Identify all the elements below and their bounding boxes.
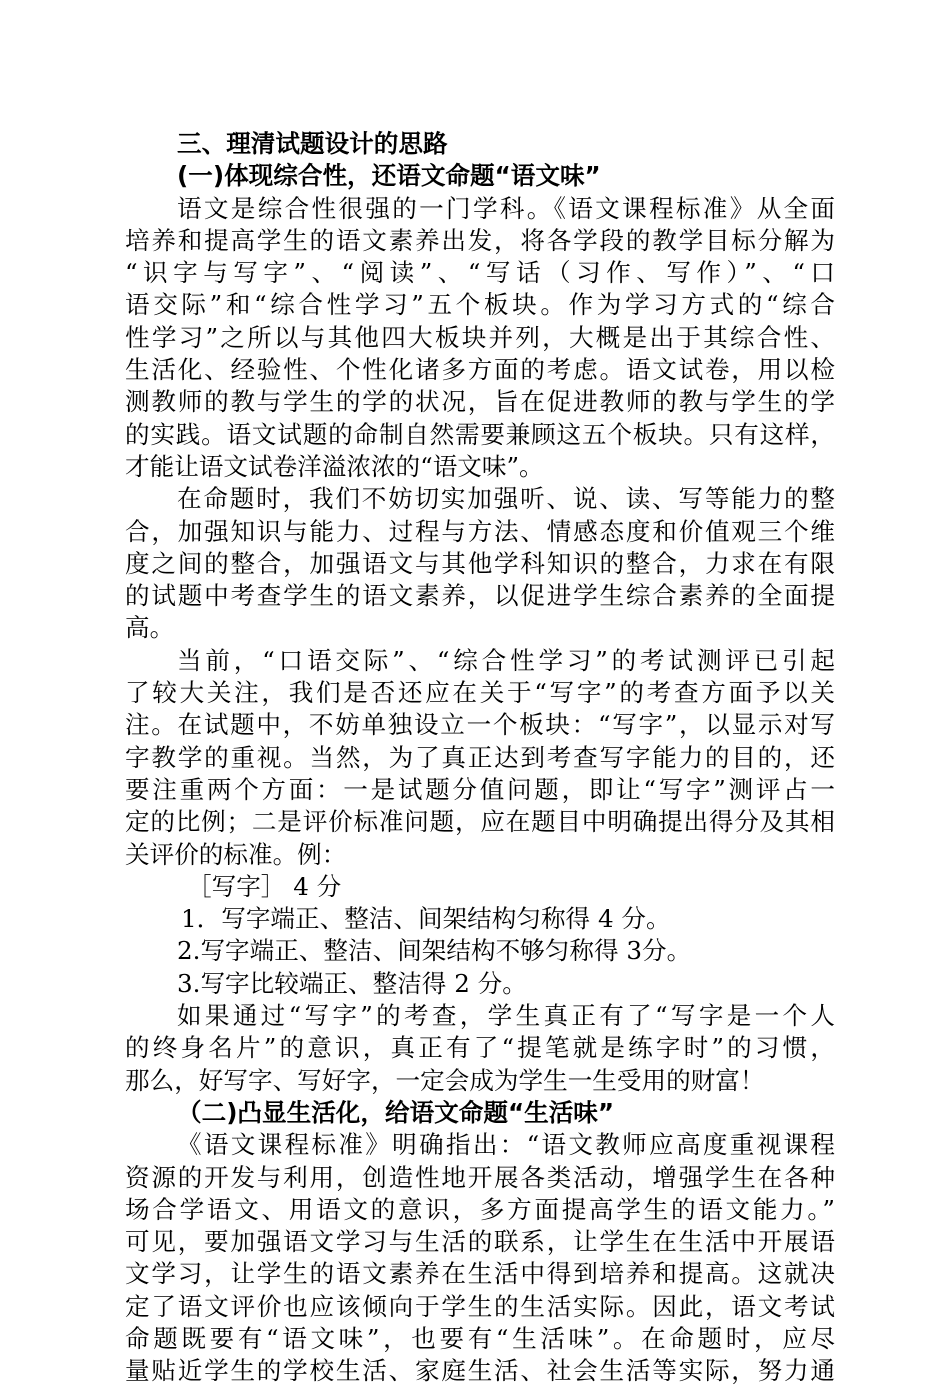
example-block	[125, 871, 835, 1000]
text-line: 在命题时，我们不妨切实加强听、说、读、写等能力的整	[177, 484, 835, 514]
text-line: 语交际”和“综合性学习”五个板块。作为学习方式的“综合	[125, 290, 835, 320]
text-line: 可见，要加强语文学习与生活的联系，让学生在生活中开展语	[125, 1227, 835, 1257]
text-line: 如果通过“写字”的考查，学生真正有了“写字是一个人	[177, 1001, 835, 1031]
subsection-title-2: （二)凸显生活化，给语文命题“生活味”	[177, 1097, 615, 1127]
text-line: 定的比例；二是评价标准问题，应在题目中明确提出得分及其相	[125, 807, 835, 837]
text-line: 关评价的标准。例：	[125, 839, 347, 869]
example-heading: ［写字］ 4 分	[187, 871, 342, 901]
text-line: “识字与写字”、“阅读”、“写话（习作、写作）”、“口	[125, 258, 835, 288]
text-line: 语文是综合性很强的一门学科。《语文课程标准》从全面	[177, 193, 835, 223]
text-line: 场合学语文、用语文的意识，多方面提高学生的语文能力。”	[125, 1194, 835, 1224]
paragraph-2	[125, 483, 835, 644]
text-line: 文学习，让学生的语文素养在生活中得到培养和提高。这就决	[125, 1259, 835, 1289]
text-line: 的终身名片”的意识，真正有了“提笔就是练字时”的习惯，	[125, 1033, 835, 1063]
paragraph-5	[125, 1129, 835, 1387]
example-item: 3.写字比较端正、整洁得 2 分。	[177, 968, 527, 998]
text-line: 要注重两个方面：一是试题分值问题，即让“写字”测评占一	[125, 774, 835, 804]
text-line: 字教学的重视。当然，为了真正达到考查写字能力的目的，还	[125, 742, 835, 772]
document-page	[125, 128, 835, 1388]
paragraph-3	[125, 645, 835, 871]
paragraph-1	[125, 193, 835, 484]
text-line: 培养和提高学生的语文素养出发，将各学段的教学目标分解为	[125, 225, 835, 255]
text-line: 测教师的教与学生的学的状况，旨在促进教师的教与学生的学	[125, 387, 835, 417]
text-line: 资源的开发与利用，创造性地开展各类活动，增强学生在各种	[125, 1162, 835, 1192]
text-line: 合，加强知识与能力、过程与方法、情感态度和价值观三个维	[125, 516, 835, 546]
text-line: 度之间的整合，加强语文与其他学科知识的整合，力求在有限	[125, 548, 835, 578]
paragraph-4	[125, 1000, 835, 1097]
section-title: 三、理清试题设计的思路	[177, 129, 448, 158]
text-line: 的试题中考查学生的语文素养，以促进学生综合素养的全面提	[125, 581, 835, 611]
text-line: 了较大关注，我们是否还应在关于“写字”的考查方面予以关	[125, 678, 835, 708]
example-item: 1．写字端正、整洁、间架结构匀称得 4 分。	[181, 904, 671, 934]
example-item: 2.写字端正、整洁、间架结构不够匀称得 3分。	[177, 936, 692, 966]
text-line: 那么，好写字、写好字，一定会成为学生一生受用的财富！	[125, 1065, 765, 1095]
text-line: 量贴近学生的学校生活、家庭生活、社会生活等实际，努力通	[125, 1356, 835, 1386]
text-line: 高。	[125, 613, 175, 643]
text-line: 命题既要有“语文味”，也要有“生活味”。在命题时，应尽	[125, 1323, 835, 1353]
subsection-title-1: (一)体现综合性，还语文命题“语文味”	[177, 161, 601, 191]
text-line: 才能让语文试卷洋溢浓浓的“语文味”。	[125, 451, 544, 481]
text-line: 性学习”之所以与其他四大板块并列，大概是出于其综合性、	[125, 322, 835, 352]
text-line: 生活化、经验性、个性化诸多方面的考虑。语文试卷，用以检	[125, 355, 835, 385]
text-line: 《语文课程标准》明确指出：“语文教师应高度重视课程	[177, 1130, 835, 1160]
text-line: 的实践。语文试题的命制自然需要兼顾这五个板块。只有这样，	[125, 419, 835, 449]
text-line: 当前，“口语交际”、“综合性学习”的考试测评已引起	[177, 645, 835, 675]
text-line: 注。在试题中，不妨单独设立一个板块：“写字”，以显示对写	[125, 710, 835, 740]
text-line: 定了语文评价也应该倾向于学生的生活实际。因此，语文考试	[125, 1291, 835, 1321]
